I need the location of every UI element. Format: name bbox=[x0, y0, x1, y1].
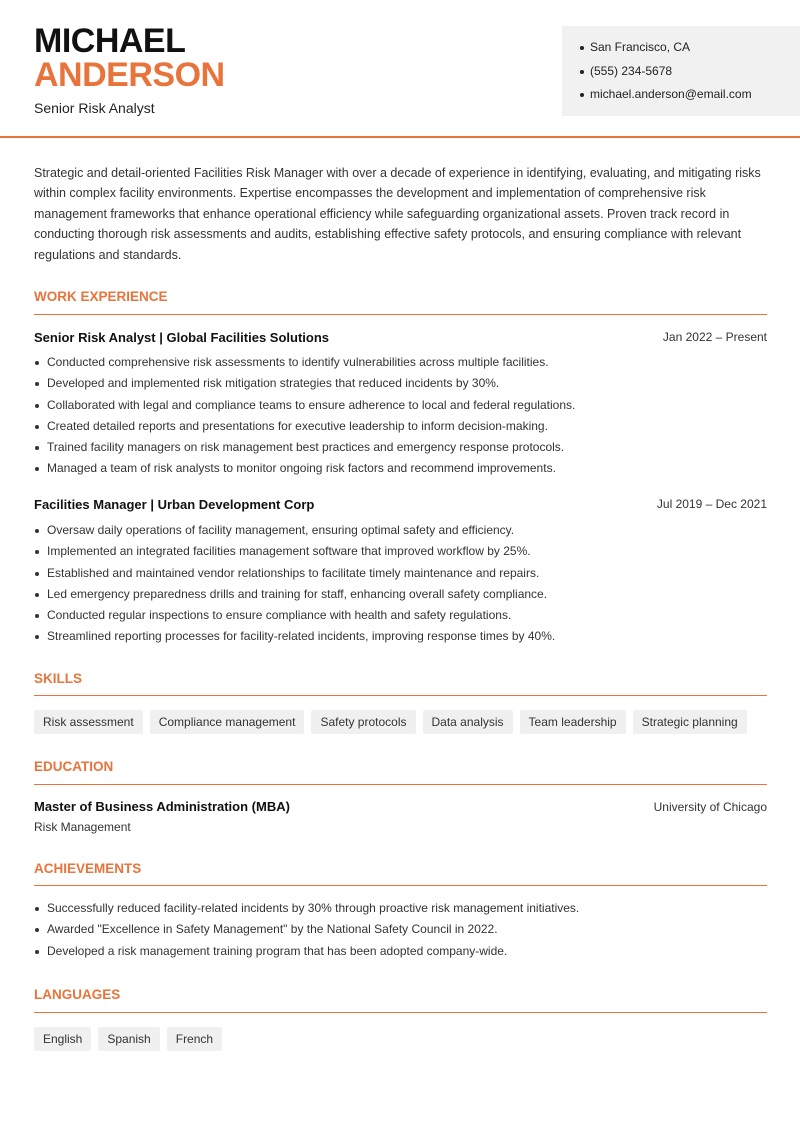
section-divider bbox=[34, 784, 767, 785]
contact-list bbox=[580, 36, 800, 107]
language-tag: English bbox=[34, 1027, 91, 1051]
job-bullet-list bbox=[34, 520, 767, 648]
resume-header bbox=[0, 0, 800, 138]
first-name: MICHAEL bbox=[34, 22, 186, 60]
list-item: Oversaw daily operations of facility management, ensuring optimal safety and efficiency. bbox=[34, 520, 767, 541]
language-tag: French bbox=[167, 1027, 222, 1051]
achievements-list bbox=[34, 898, 767, 962]
job-header bbox=[34, 497, 767, 515]
skill-tag: Risk assessment bbox=[34, 710, 143, 734]
list-item: Developed and implemented risk mitigation strategies that reduced incidents by 30%. bbox=[34, 373, 767, 394]
languages-heading: LANGUAGES bbox=[34, 987, 121, 1002]
list-item: Created detailed reports and presentations for executive leadership to inform decision-making. bbox=[34, 416, 767, 437]
work-experience-heading: WORK EXPERIENCE bbox=[34, 289, 168, 304]
section-divider bbox=[34, 314, 767, 315]
section-divider bbox=[34, 1012, 767, 1013]
list-item: Trained facility managers on risk management best practices and emergency response protocols. bbox=[34, 437, 767, 458]
list-item: Implemented an integrated facilities management software that improved workflow by 25%. bbox=[34, 541, 767, 562]
job-title: Senior Risk Analyst bbox=[34, 100, 155, 116]
section-divider bbox=[34, 885, 767, 886]
list-item: Developed a risk management training program that has been adopted company-wide. bbox=[34, 941, 767, 962]
job-dates: Jul 2019 – Dec 2021 bbox=[656, 497, 767, 511]
education-heading: EDUCATION bbox=[34, 759, 114, 774]
list-item: Successfully reduced facility-related incidents by 30% through proactive risk management initiatives. bbox=[34, 898, 767, 919]
skills-heading: SKILLS bbox=[34, 671, 83, 686]
section-divider bbox=[34, 695, 767, 696]
education-field: Risk Management bbox=[34, 820, 131, 834]
contact-phone: (555) 234-5678 bbox=[580, 60, 800, 84]
languages-list bbox=[34, 1027, 222, 1051]
list-item: Conducted regular inspections to ensure compliance with health and safety regulations. bbox=[34, 605, 767, 626]
list-item: Awarded "Excellence in Safety Management" by the National Safety Council in 2022. bbox=[34, 919, 767, 940]
list-item: Established and maintained vendor relationships to facilitate timely maintenance and repairs. bbox=[34, 563, 767, 584]
skill-tag: Compliance management bbox=[150, 710, 305, 734]
list-item: Led emergency preparedness drills and training for staff, enhancing overall safety compliance. bbox=[34, 584, 767, 605]
skill-tag: Data analysis bbox=[423, 710, 513, 734]
job-header bbox=[34, 330, 767, 348]
skill-tag: Safety protocols bbox=[311, 710, 415, 734]
job-role: Senior Risk Analyst | Global Facilities Solutions bbox=[34, 330, 330, 345]
professional-summary: Strategic and detail-oriented Facilities Risk Manager with over a decade of experience in identifying, evaluating, and mitigating risks within complex facility environments. Expertise encompasses the development and implementation of comprehensive risk management frameworks that enhance operational efficiency while safeguarding organizational assets. Proven track record in conducting thorough risk assessments and audits, establishing effective safety protocols, and ensuring compliance with relevant regulations and standards. bbox=[34, 166, 761, 262]
language-tag: Spanish bbox=[98, 1027, 159, 1051]
skill-tag: Strategic planning bbox=[633, 710, 747, 734]
skills-list bbox=[34, 710, 747, 734]
contact-email[interactable]: michael.anderson@email.com bbox=[580, 83, 800, 107]
achievements-heading: ACHIEVEMENTS bbox=[34, 861, 142, 876]
list-item: Collaborated with legal and compliance teams to ensure adherence to local and federal regulations. bbox=[34, 395, 767, 416]
job-role: Facilities Manager | Urban Development Corp bbox=[34, 497, 315, 512]
contact-box bbox=[562, 26, 800, 116]
list-item: Managed a team of risk analysts to monitor ongoing risk factors and recommend improvements. bbox=[34, 458, 767, 479]
skill-tag: Team leadership bbox=[520, 710, 626, 734]
job-dates: Jan 2022 – Present bbox=[662, 330, 767, 344]
contact-location: San Francisco, CA bbox=[580, 36, 800, 60]
education-degree: Master of Business Administration (MBA) bbox=[34, 799, 290, 814]
list-item: Conducted comprehensive risk assessments to identify vulnerabilities across multiple facilities. bbox=[34, 352, 767, 373]
job-bullet-list bbox=[34, 352, 767, 480]
education-school: University of Chicago bbox=[653, 800, 767, 814]
last-name: ANDERSON bbox=[34, 56, 225, 94]
list-item: Streamlined reporting processes for facility-related incidents, improving response times by 40%. bbox=[34, 626, 767, 647]
